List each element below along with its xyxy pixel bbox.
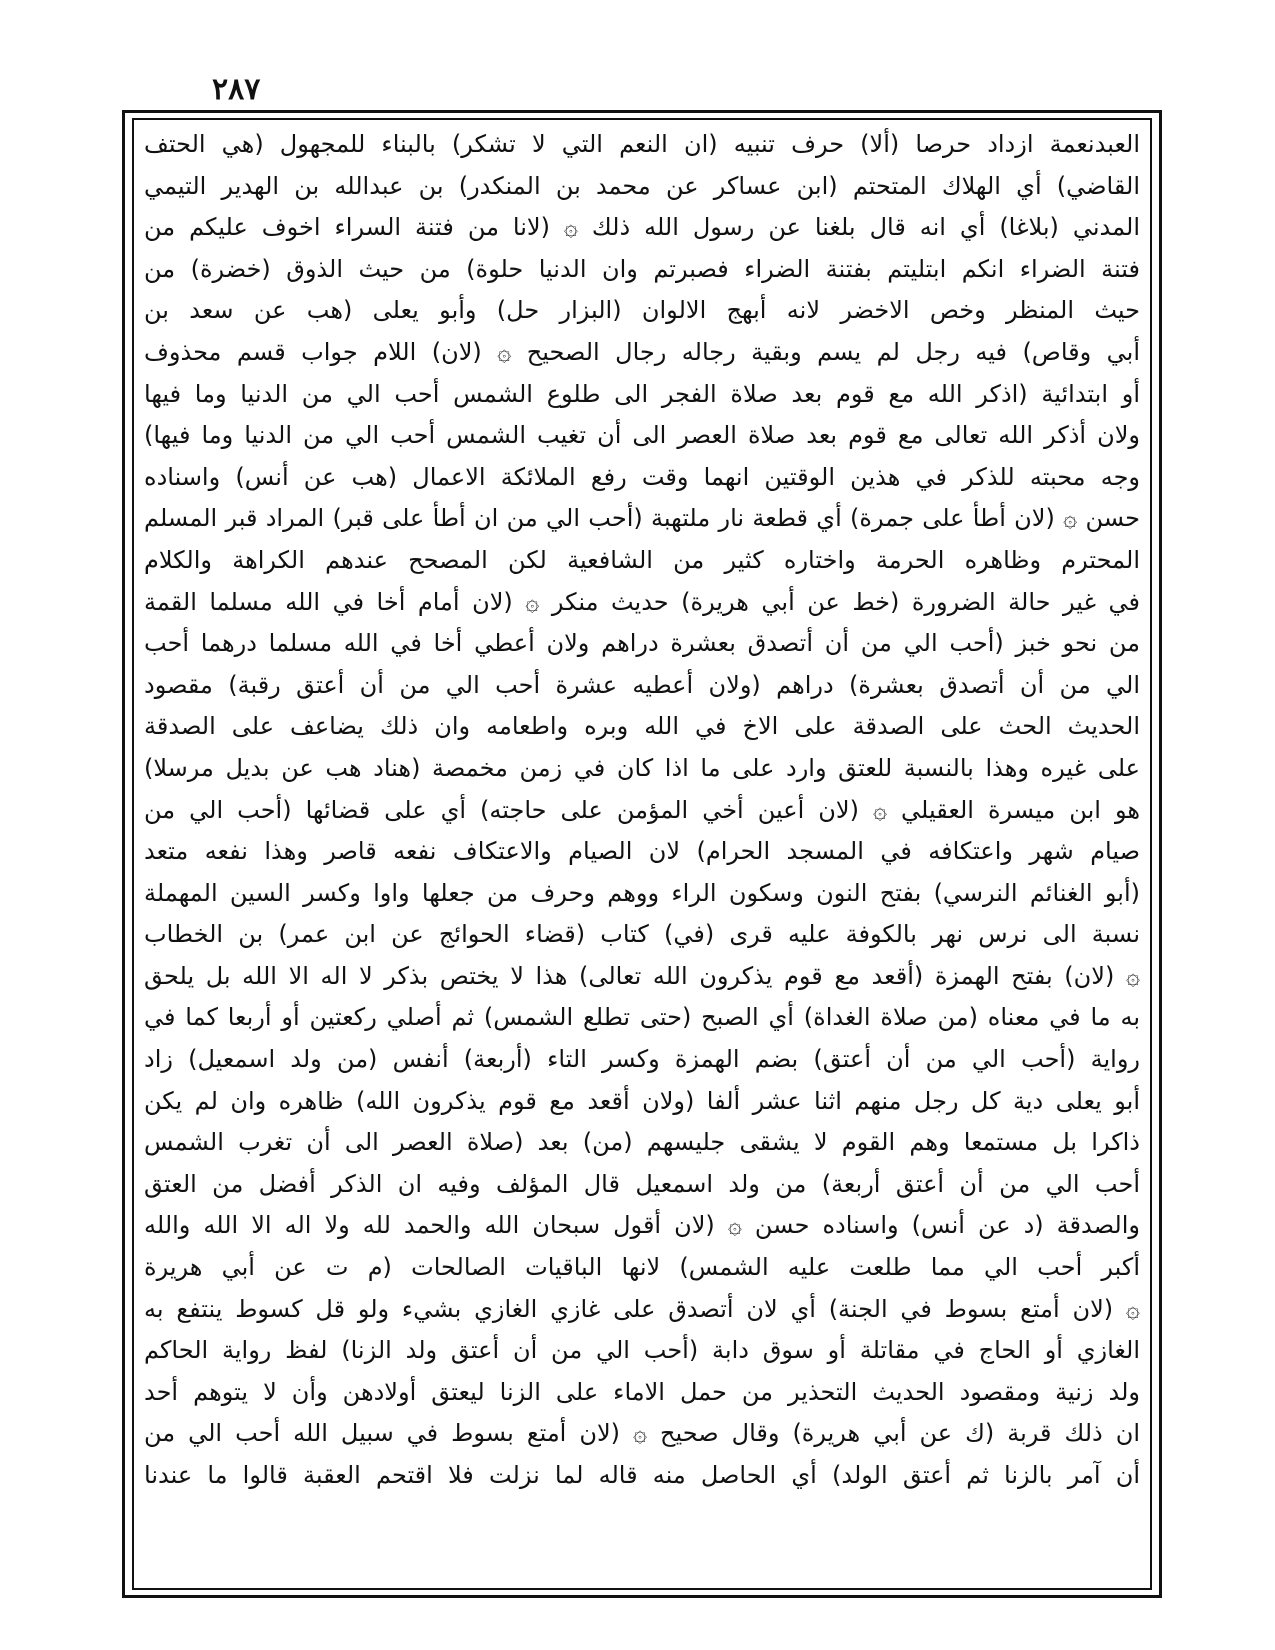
text-line: وجه محبته للذكر في هذين الوقتين انهما وقت رفع الملائكة الاعمال (هب عن أنس) واسناده xyxy=(144,462,1140,491)
text-line: ان ذلك قربة (ك عن أبي هريرة) وقال صحيح ۞ (لان أمتع بسوط في سبيل الله أحب الي من xyxy=(144,1419,1140,1448)
text-line: والصدقة (د عن أنس) واسناده حسن ۞ (لان أقول سبحان الله والحمد لله ولا اله الا الله والله xyxy=(144,1211,1140,1240)
text-line: أبي وقاص) فيه رجل لم يسم وبقية رجاله رجال الصحيح ۞ (لان) اللام جواب قسم محذوف xyxy=(144,337,1140,366)
text-line: حيث المنظر وخص الاخضر لانه أبهج الالوان (البزار حل) وأبو يعلى (هب عن سعد بن xyxy=(144,296,1140,325)
text-line: نسبة الى نرس نهر بالكوفة عليه قرى (في) كتاب (قضاء الحوائج عن ابن عمر) بن الخطاب xyxy=(144,920,1140,949)
text-line: رواية (أحب الي من أن أعتق) بضم الهمزة وكسر التاء (أربعة) أنفس (من ولد اسمعيل) زاد xyxy=(144,1045,1140,1074)
text-line: الي من أن أتصدق بعشرة) دراهم (ولان أعطيه عشرة أحب الي من أن أعتق رقبة) مقصود xyxy=(144,670,1140,699)
text-line: أكبر أحب الي مما طلعت عليه الشمس) لانها الباقيات الصالحات (م ت عن أبي هريرة xyxy=(144,1253,1140,1282)
text-line: الحديث الحث على الصدقة على الاخ في الله وبره واطعامه وان ذلك يضاعف على الصدقة xyxy=(144,712,1140,741)
text-line: صيام شهر واعتكافه في المسجد الحرام) لان الصيام والاعتكاف نفعه قاصر وهذا نفعه متعد xyxy=(144,837,1140,866)
text-line: حسن ۞ (لان أطأ على جمرة) أي قطعة نار ملتهبة (أحب الي من ان أطأ على قبر) المراد قبر المسلم xyxy=(144,504,1140,533)
text-line: أبو يعلى دية كل رجل منهم اثنا عشر ألفا (ولان أقعد مع قوم يذكرون الله) ظاهره وان لم يكن xyxy=(144,1086,1140,1115)
text-line: القاضي) أي الهلاك المتحتم (ابن عساكر عن محمد بن المنكدر) بن عبدالله بن الهدير التيمي xyxy=(144,171,1140,200)
text-line: على غيره وهذا بالنسبة للعتق وارد على ما اذا كان في زمن مخمصة (هناد هب عن بديل مرسلا) xyxy=(144,753,1140,782)
text-line: أحب الي من أن أعتق أربعة) من ولد اسمعيل قال المؤلف وفيه ان الذكر أفضل من العتق xyxy=(144,1169,1140,1198)
text-line: ولد زنية ومقصود الحديث التحذير من حمل الاماء على الزنا ليعتق أولادهن وأن لا يتوهم أحد xyxy=(144,1377,1140,1406)
text-line: به ما في معناه (من صلاة الغداة) أي الصبح (حتى تطلع الشمس) ثم أصلي ركعتين أو أربعا كما في xyxy=(144,1003,1140,1032)
text-line: الغازي أو الحاج في مقاتلة أو سوق دابة (أحب الي من أن أعتق ولد الزنا) لفظ رواية الحاكم xyxy=(144,1336,1140,1365)
text-line: ۞ (لان أمتع بسوط في الجنة) أي لان أتصدق على غازي الغازي بشيء ولو قل كسوط ينتفع به xyxy=(144,1294,1140,1323)
text-line: العبدنعمة ازداد حرصا (ألا) حرف تنبيه (ان النعم التي لا تشكر) بالبناء للمجهول (هي الحتف xyxy=(144,130,1140,158)
text-line: أن آمر بالزنا ثم أعتق الولد) أي الحاصل منه قاله لما نزلت فلا اقتحم العقبة قالوا ما عندنا xyxy=(144,1461,1140,1489)
text-line: ولان أذكر الله تعالى مع قوم بعد صلاة العصر الى أن تغيب الشمس أحب الي من الدنيا وما فيها) xyxy=(144,421,1140,450)
text-line: فتنة الضراء انكم ابتليتم بفتنة الضراء فصبرتم وان الدنيا حلوة) من حيث الذوق (خضرة) من xyxy=(144,254,1140,283)
text-line: هو ابن ميسرة العقيلي ۞ (لان أعين أخي المؤمن على حاجته) أي على قضائها (أحب الي من xyxy=(144,795,1140,824)
page-text-body xyxy=(144,124,1140,1584)
text-line: ذاكرا بل مستمعا وهم القوم لا يشقى جليسهم (من) بعد (صلاة العصر الى أن تغرب الشمس xyxy=(144,1128,1140,1157)
page-number: ٢٨٧ xyxy=(212,72,261,107)
text-line: المحترم وظاهره الحرمة واختاره كثير من الشافعية لكن المصحح عندهم الكراهة والكلام xyxy=(144,545,1140,574)
text-line: من نحو خبز (أحب الي من أن أتصدق بعشرة دراهم ولان أعطي أخا في الله مسلما درهما أحب xyxy=(144,629,1140,658)
text-line: أو ابتدائية (اذكر الله مع قوم بعد صلاة الفجر الى طلوع الشمس أحب الي من الدنيا وما فيها xyxy=(144,379,1140,408)
text-line: المدني (بلاغا) أي انه قال بلغنا عن رسول الله ذلك ۞ (لانا من فتنة السراء اخوف عليكم من xyxy=(144,213,1140,242)
text-line: في غير حالة الضرورة (خط عن أبي هريرة) حديث منكر ۞ (لان أمام أخا في الله مسلما القمة xyxy=(144,587,1140,616)
text-line: ۞ (لان) بفتح الهمزة (أقعد مع قوم يذكرون الله تعالى) هذا لا يختص بذكر لا اله الا الله بل يلحق xyxy=(144,961,1140,990)
text-line: (أبو الغنائم النرسي) بفتح النون وسكون الراء ووهم وحرف من جعلها واوا وكسر السين المهملة xyxy=(144,878,1140,907)
